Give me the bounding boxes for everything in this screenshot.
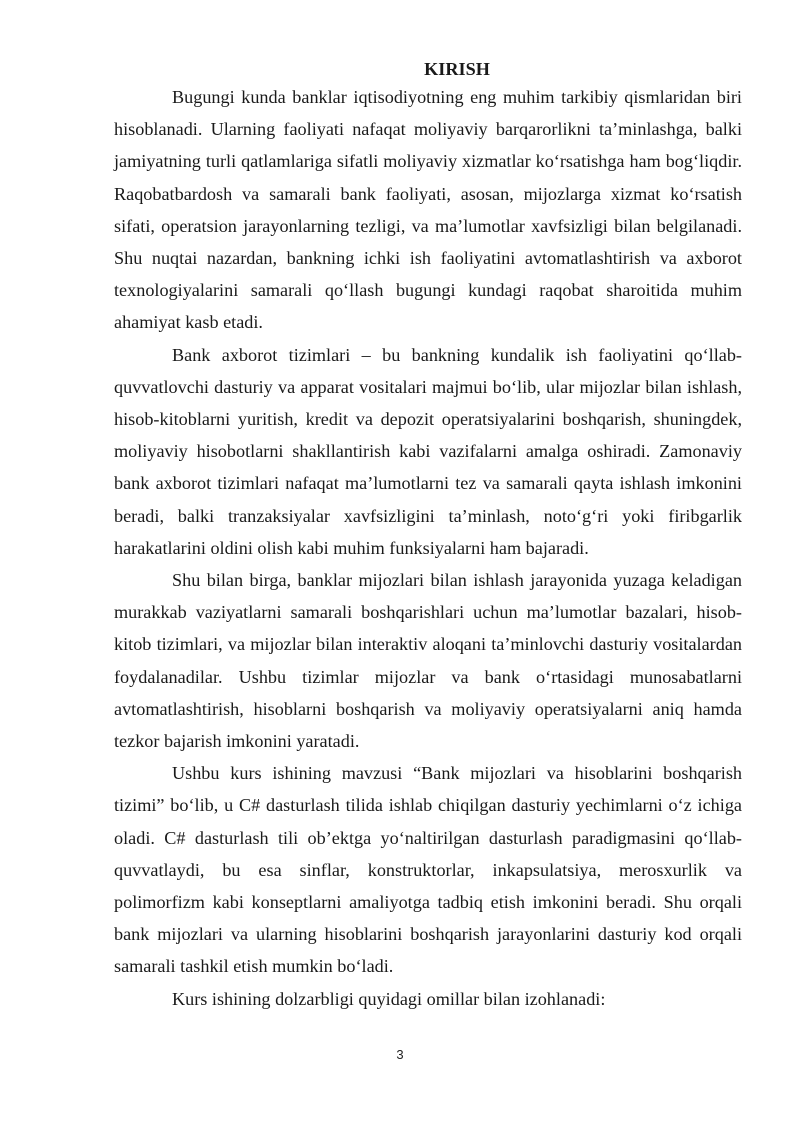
paragraph-intro: Bugungi kunda banklar iqtisodiyotning eng muhim tarkibiy qismlaridan biri hisoblanadi. Ularning faoliyati nafaqat moliyaviy barqarorlikni ta’minlashga, balki jamiyatning turli qatlamlariga sifatli moliyaviy xizmatlar ko‘rsatishga ham bog‘liqdir. Raqobatbardosh va samarali bank faoliyati, asosan, mijozlarga xizmat ko‘rsatish sifati, operatsion jarayonlarning tezligi, va ma’lumotlar xavfsizligi bilan belgilanadi. Shu nuqtai nazardan, bankning ichki ish faoliyatini avtomatlashtirish va axborot texnologiyalarini samarali qo‘llash bugungi kundagi raqobat sharoitida muhim ahamiyat kasb etadi. [114, 87, 742, 333]
page-number: 3 [396, 1047, 404, 1062]
paragraph-databases: Shu bilan birga, banklar mijozlari bilan ishlash jarayonida yuzaga keladigan murakkab vaziyatlarni samarali boshqarishlari uchun ma’lumotlar bazalari, hisob-kitob tizimlari, va mijozlar bilan interaktiv aloqani ta’minlovchi dasturiy vositalardan foydalanadilar. Ushbu tizimlar mijozlar va bank o‘rtasidagi munosabatlarni avtomatlashtirish, hisoblarni boshqarish va moliyaviy operatsiyalarni aniq hamda tezkor bajarish imkonini yaratadi. [114, 570, 742, 752]
paragraph-bank-systems: Bank axborot tizimlari – bu bankning kundalik ish faoliyatini qo‘llab-quvvatlovchi dasturiy va apparat vositalari majmui bo‘lib, ular mijozlar bilan ishlash, hisob-kitoblarni yuritish, kredit va depozit operatsiyalarini boshqarish, shuningdek, moliyaviy hisobotlarni shakllantirish kabi vazifalarni amalga oshiradi. Zamonaviy bank axborot tizimlari nafaqat ma’lumotlarni tez va samarali qayta ishlash imkonini beradi, balki tranzaksiyalar xavfsizligini ta’minlash, noto‘g‘ri yoki firibgarlik harakatlarini oldini olish kabi muhim funksiyalarni ham bajaradi. [114, 344, 742, 558]
section-title: KIRISH [424, 59, 490, 79]
page-content [114, 57, 742, 1015]
paragraph-course-topic: Ushbu kurs ishining mavzusi “Bank mijozlari va hisoblarini boshqarish tizimi” bo‘lib, u C# dasturlash tilida ishlab chiqilgan dasturiy yechimlarni o‘z ichiga oladi. C# dasturlash tili ob’ektga yo‘naltirilgan dasturlash paradigmasini qo‘llab-quvvatlaydi, bu esa sinflar, konstruktorlar, inkapsulatsiya, merosxurlik va polimorfizm kabi konseptlarni amaliyotga tadbiq etish imkonini beradi. Shu orqali bank mijozlari va ularning hisoblarini boshqarish jarayonlarini dasturiy kod orqali samarali tashkil etish mumkin bo‘ladi. [114, 763, 742, 977]
paragraph-relevance: Kurs ishining dolzarbligi quyidagi omillar bilan izohlanadi: [172, 988, 606, 1009]
